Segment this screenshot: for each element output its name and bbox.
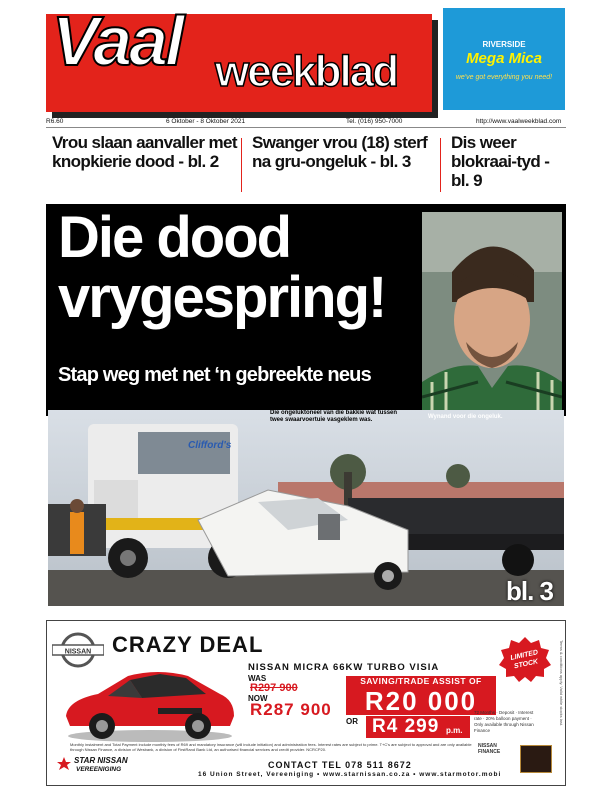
photo-caption: Die ongeluktoneel van die bakkie wat tussen twee swaarvoertuie vasgeklem was. [270, 410, 398, 423]
svg-text:STOCK: STOCK [513, 658, 539, 671]
riverside-mega-mica-ad[interactable] [443, 8, 565, 110]
ad-model: NISSAN MICRA 66KW TURBO VISIA [248, 662, 440, 673]
ad-fine-print: Monthly instalment and Total Payment include monthly fees of R69 and mandatory insurance (will include initiation) and administration fees. Interest rates are subject to prime. T+C's are subject to approval and are only available through Nissan Finance, a division of Wesbank, a division of FirstRand Bank Ltd, an authorised financial services and credit provider. NCRCP20. [70, 742, 472, 752]
assist-label: SAVING/TRADE ASSIST OF [346, 676, 496, 687]
or-label: OR [346, 717, 358, 726]
masthead-title-weekblad: weekblad [215, 47, 398, 96]
ad-contact[interactable]: CONTACT TEL 078 511 8672 [268, 760, 412, 770]
dealer-name: STAR NISSAN [74, 756, 128, 765]
was-label: WAS [248, 674, 267, 683]
ad-mega-mica-logo: Mega Mica [466, 50, 542, 67]
finance-terms: 72 Months · Deposit · Interest rate · 20% balloon payment · Only available through Nissan Finance [474, 710, 534, 733]
issue-website[interactable]: http://www.vaalweekblad.com [476, 118, 562, 125]
ad-title: CRAZY DEAL [112, 632, 264, 657]
story-page-reference[interactable]: bl. 3 [506, 576, 554, 606]
truck-logo-text: Clifford's [188, 440, 232, 451]
nissan-logo-text: NISSAN [64, 648, 92, 656]
ad-riverside-text: RIVERSIDE [482, 40, 526, 49]
issue-price: R6.60 [46, 118, 64, 125]
issue-info-bar [46, 116, 566, 128]
award-badge-icon [520, 745, 552, 773]
teaser-divider [440, 138, 441, 192]
lead-subheadline: Stap weg met net ‘n gebreekte neus [58, 364, 371, 386]
per-month-label: p.m. [446, 726, 463, 735]
now-price: R287 900 [250, 700, 332, 719]
dealer-location: VEREENIGING [76, 766, 122, 773]
lead-headline[interactable]: Die dood vrygespring! [58, 205, 386, 330]
teaser-blokraai[interactable]: Dis weer blokraai-tyd - bl. 9 [451, 133, 550, 190]
limited-stock-badge [498, 636, 552, 682]
teaser-swanger-vrou[interactable]: Swanger vrou (18) sterf na gru-ongeluk - bl. 3 [252, 133, 428, 171]
masthead-title-vaal: Vaal [52, 2, 182, 80]
svg-text:LIMITED: LIMITED [509, 649, 539, 662]
portrait-caption: Wynand voor die ongeluk. [428, 414, 503, 420]
nissan-finance-logo: NISSAN FINANCE [478, 743, 501, 755]
monthly-price: R4 299 [366, 716, 470, 738]
teaser-divider [241, 138, 242, 192]
ad-side-text: Terms & conditions apply. Valid while stocks last. [559, 640, 564, 727]
assist-value: R20 000 [346, 687, 496, 715]
now-label: NOW [248, 694, 268, 703]
ad-address-web[interactable]: 16 Union Street, Vereeniging • www.starnissan.co.za • www.starmotor.mobi [198, 771, 502, 778]
accident-scene-photo [48, 410, 564, 606]
teaser-knopkierie[interactable]: Vrou slaan aanvaller met knopkierie dood - bl. 2 [52, 133, 237, 171]
ad-slogan: we've got everything you need! [455, 74, 553, 81]
was-price: R297 900 [250, 682, 298, 694]
issue-telephone: Tel. (016) 950-7000 [346, 118, 403, 125]
victim-portrait-photo [422, 212, 562, 414]
nissan-micra-car-image [58, 664, 238, 744]
issue-dates: 6 Oktober - 8 Oktober 2021 [166, 118, 246, 125]
